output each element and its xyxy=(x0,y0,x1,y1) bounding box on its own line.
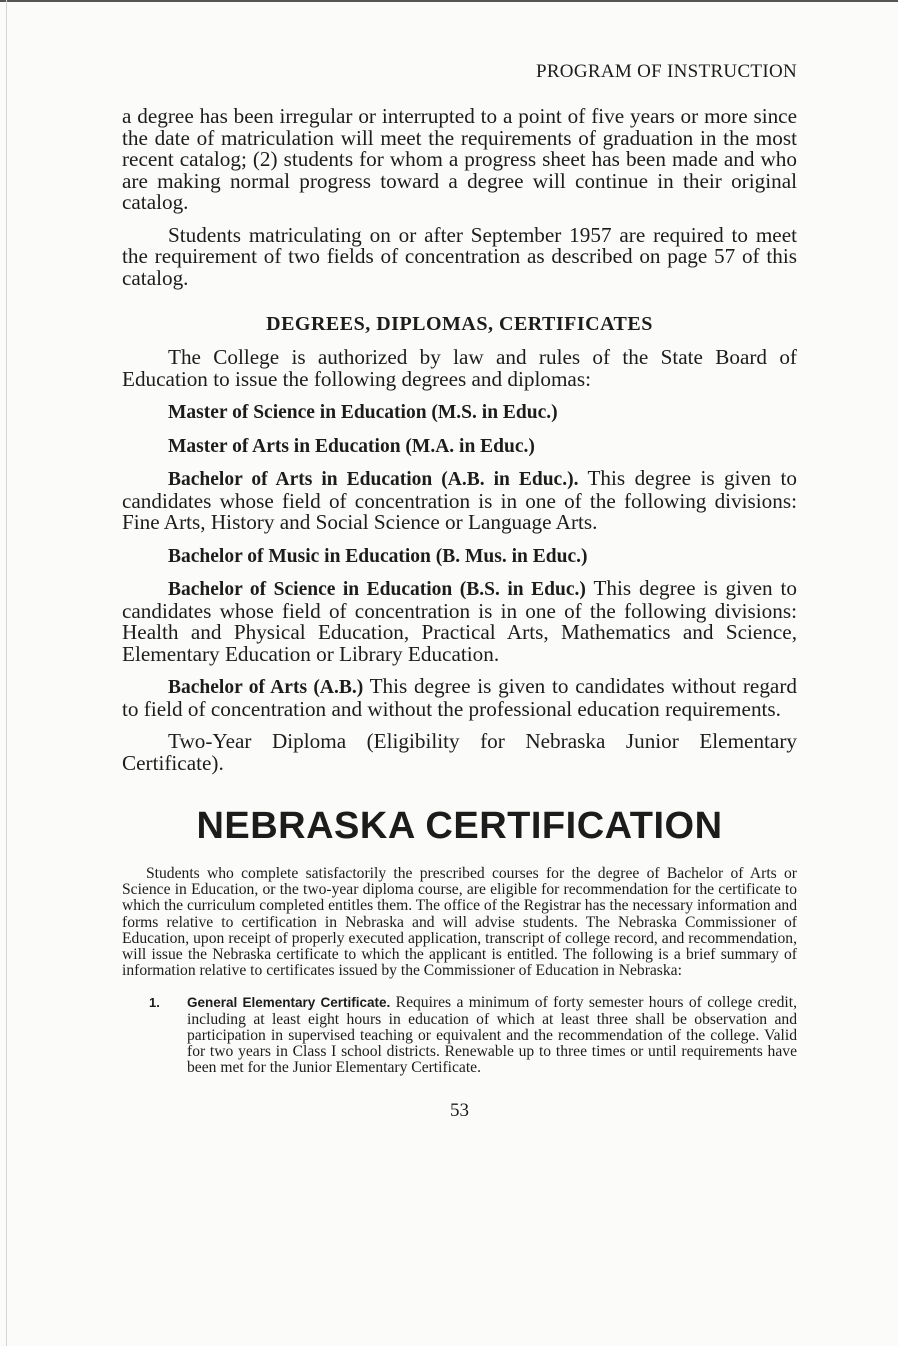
degree-item xyxy=(122,676,797,720)
degrees-heading: DEGREES, DIPLOMAS, CERTIFICATES xyxy=(266,313,653,335)
matriculation-paragraph: Students matriculating on or after September 1957 are required to meet the requirement of two fields of concentration as described on page 57 of this catalog. xyxy=(122,222,797,290)
degree-item xyxy=(122,401,797,424)
certificate-text: Requires a minimum of forty semester hours of college credit, including at least eight hours in education of which at least three shall be observation and participation in supervised teaching or equivalent and the recommendation of the college. Valid for two years in Class I school districts. Renewable up to three times or until requirements have been met for the Junior Elementary Certificate. xyxy=(187,994,797,1077)
degree-text: This degree is given to candidates without regard to field of concentration and without the professional education requirements. xyxy=(122,674,797,721)
degree-title: Bachelor of Arts (A.B.) xyxy=(168,677,364,698)
degree-item xyxy=(122,578,797,665)
degree-text: This degree is given to candidates whose field of concentration is in one of the following divisions: Health and Physical Education, Practical Arts, Mathematics and Science, Elementary Education or Library Education. xyxy=(122,576,797,666)
degree-title: Master of Arts in Education (M.A. in Educ.) xyxy=(168,435,535,457)
page-number: 53 xyxy=(450,1100,469,1122)
degree-text: This degree is given to candidates whose field of concentration is in one of the following divisions: Fine Arts, History and Social Science or Language Arts. xyxy=(122,466,797,534)
top-rule xyxy=(0,0,898,2)
continuation-paragraph: a degree has been irregular or interrupted to a point of five years or more since the date of matriculation will meet the requirements of graduation in the most recent catalog; (2) students for whom a progress sheet has been made and who are making normal progress toward a degree will continue in their original catalog. xyxy=(122,104,797,214)
degrees-intro: The College is authorized by law and rules of the State Board of Education to issue the following degrees and diplomas: xyxy=(122,345,797,391)
degree-title: Bachelor of Science in Education (B.S. in Educ.) xyxy=(168,579,586,600)
certification-body: Students who complete satisfactorily the prescribed courses for the degree of Bachelor of Arts or Science in Education, or the two-year diploma course, are eligible for recommendation for the certificate to which the curriculum completed entitles them. The office of the Registrar has the necessary information and forms relative to certification in Nebraska and will advise students. The Nebraska Commissioner of Education, upon receipt of properly executed application, transcript of college record, and recommendation, will issue the Nebraska certificate to which the applicant is entitled. The following is a brief summary of information relative to certificates issued by the Commissioner of Education in Nebraska: xyxy=(122,865,797,980)
running-head: PROGRAM OF INSTRUCTION xyxy=(535,61,797,82)
page-edge xyxy=(6,0,7,1346)
list-number: 1. xyxy=(149,995,160,1011)
page-content xyxy=(122,60,797,1122)
degree-title: Bachelor of Arts in Education (A.B. in Educ.). xyxy=(168,469,579,490)
degree-item xyxy=(122,545,797,568)
list-body xyxy=(187,995,797,1076)
certification-heading: NEBRASKA CERTIFICATION xyxy=(196,805,723,847)
degree-title: Bachelor of Music in Education (B. Mus. in Educ.) xyxy=(168,545,588,567)
diploma-paragraph: Two-Year Diploma (Eligibility for Nebraska Junior Elementary Certificate). xyxy=(122,729,797,775)
degree-item xyxy=(122,468,797,534)
certificate-list xyxy=(122,995,797,1076)
degree-item xyxy=(122,435,797,458)
degree-title: Master of Science in Education (M.S. in Educ.) xyxy=(168,402,558,423)
certificate-title: General Elementary Certificate. xyxy=(187,995,391,1011)
certificate-list-item xyxy=(149,995,797,1076)
